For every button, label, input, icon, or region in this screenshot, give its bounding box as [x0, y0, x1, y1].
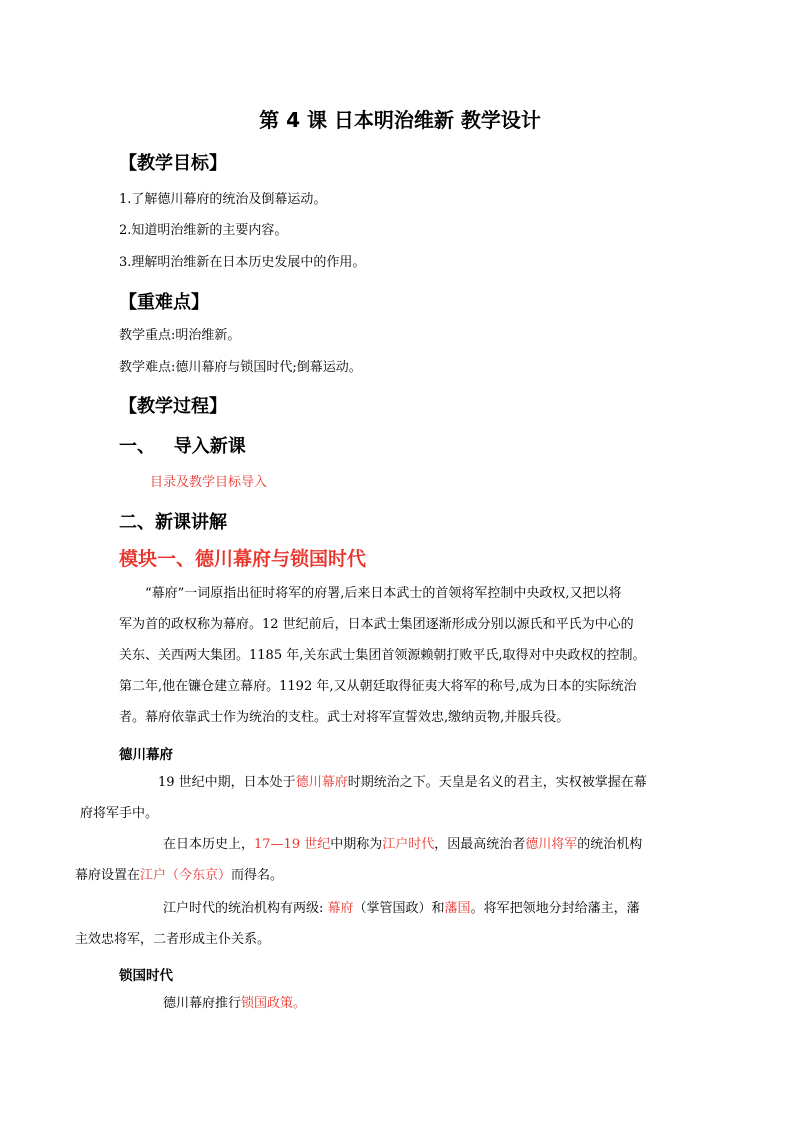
- paragraph-governance: [75, 893, 685, 955]
- highlight-edo-period: 江户时代: [382, 837, 435, 852]
- text-run: （掌管国政）和: [353, 901, 445, 916]
- subheading-seclusion: 锁国时代: [119, 968, 173, 984]
- step-heading-new-lesson: 二、新课讲解: [119, 512, 227, 533]
- text-run: 。将军把领地分封给藩主，藩: [470, 901, 640, 916]
- step-heading-intro: 一、 导入新课: [119, 436, 246, 457]
- intro-line-4: 第二年,他在镰仓建立幕府。1192 年,又从朝廷取得征夷大将军的称号,成为日本的实际统治: [119, 679, 637, 694]
- text-run: 幕府设置在: [75, 868, 141, 883]
- goal-item-3: 3.理解明治维新在日本历史发展中的作用。: [119, 255, 366, 270]
- text-run: ，因最高统治者: [434, 837, 526, 852]
- key-point-difficult: 教学难点:德川幕府与锁国时代;倒幕运动。: [119, 360, 362, 375]
- highlight-seclusion-policy: 锁国政策。: [241, 996, 307, 1011]
- paragraph-tokugawa: [80, 767, 685, 829]
- text-run: 在日本历史上，: [163, 837, 255, 852]
- highlight-tokugawa-shogun: 德川将军: [525, 837, 578, 852]
- step-intro-note: 目录及教学目标导入: [150, 475, 268, 490]
- highlight-tokugawa-shogunate: 德川幕府: [295, 775, 348, 790]
- intro-line-5: 者。幕府依靠武士作为统治的支柱。武士对将军宣誓效忠,缴纳贡物,并服兵役。: [119, 710, 570, 725]
- section-heading-process: 【教学过程】: [119, 396, 227, 417]
- intro-line-1: “幕府”一词原指出征时将军的府署,后来日本武士的首领将军控制中央政权,又把以将: [145, 586, 622, 601]
- text-run: 而得名。: [231, 868, 284, 883]
- key-point-main: 教学重点:明治维新。: [119, 328, 241, 343]
- highlight-bakufu: 幕府: [327, 901, 354, 916]
- text-run: 的统治机构: [577, 837, 643, 852]
- document-title: 第 4 课 日本明治维新 教学设计: [259, 108, 541, 132]
- text-run: 府将军手中。: [80, 806, 159, 821]
- text-run: 时期统治之下。天皇是名义的君主，实权被掌握在幕: [347, 775, 647, 790]
- text-run: 江户时代的统治机构有两级:: [163, 901, 328, 916]
- highlight-edo-tokyo: 江户（今东京）: [140, 868, 232, 883]
- text-run: 19 世纪中期，日本处于: [158, 775, 296, 790]
- goal-item-1: 1.了解德川幕府的统治及倒幕运动。: [119, 192, 327, 207]
- highlight-century: 17—19 世纪: [254, 837, 331, 852]
- text-run: 主效忠将军，二者形成主仆关系。: [75, 932, 271, 947]
- intro-line-2: 军为首的政权称为幕府。12 世纪前后，日本武士集团逐渐形成分别以源氏和平氏为中心的: [119, 617, 634, 632]
- section-heading-key-points: 【重难点】: [119, 292, 209, 313]
- module-title: 模块一、德川幕府与锁国时代: [119, 548, 367, 570]
- intro-line-3: 关东、关西两大集团。1185 年,关东武士集团首领源赖朝打败平氏,取得对中央政权的控制。: [119, 648, 646, 663]
- subheading-tokugawa: 德川幕府: [119, 747, 173, 763]
- goal-item-2: 2.知道明治维新的主要内容。: [119, 223, 288, 238]
- highlight-han: 藩国: [444, 901, 471, 916]
- text-run: 德川幕府推行: [163, 996, 242, 1011]
- module-intro-paragraph: [119, 578, 685, 733]
- paragraph-edo-period: [75, 829, 685, 891]
- paragraph-seclusion: [119, 988, 685, 1019]
- section-heading-goals: 【教学目标】: [119, 153, 227, 174]
- text-run: 中期称为: [330, 837, 383, 852]
